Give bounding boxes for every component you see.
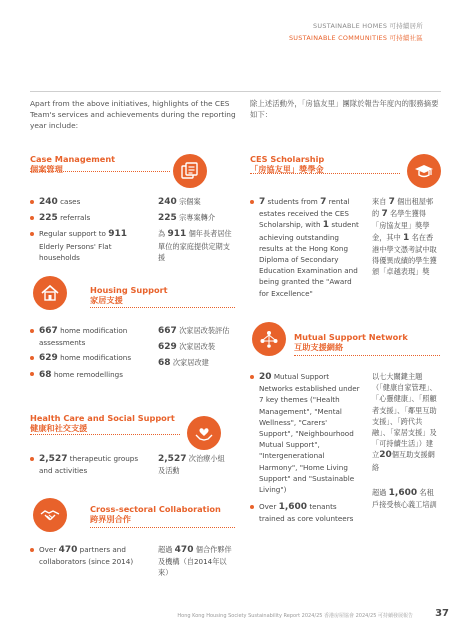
list-item: 667 次家居改裝評估 (158, 326, 230, 336)
section-header-communities: SUSTAINABLE COMMUNITIES 可持續社區 (288, 34, 423, 42)
list-item: 20 Mutual Support Networks established under 7 key themes ("Health Management", "Mental Wellness", "Carers' Support", "Neighbourhood Mutual Support", "Intergenerational Harmony", "Home Living Support" and "Sustainable Living") (250, 371, 360, 495)
list-item: Over 1,600 tenants trained as core volunteers (250, 501, 360, 524)
housing-support-title-en: Housing Support (90, 285, 168, 295)
list-item: 667 home modification assessments (30, 325, 150, 348)
case-management-rule (30, 171, 170, 172)
health-care-list-en (30, 453, 145, 476)
health-care-title-zh: 健康和社交支援 (30, 423, 88, 433)
mutual-support-rule (294, 355, 440, 356)
case-management-list-zh (158, 196, 236, 263)
housing-support-rule (90, 307, 235, 308)
ces-scholarship-list-zh (372, 196, 440, 277)
house-icon (33, 276, 67, 310)
ces-scholarship-rule (250, 173, 400, 174)
list-item: 629 home modifications (30, 352, 150, 364)
list-item: 2,527 次治療小組及活動 (158, 454, 225, 476)
list-item: Over 470 partners and collaborators (since 2014) (30, 544, 145, 567)
footer-text: Hong Kong Housing Society Sustainability Report 2024/25 香港房屋協會 2024/25 可持續發展報告 (177, 613, 413, 619)
housing-support-list-en (30, 325, 150, 381)
list-item: 為 911 個年長者居住單位的家庭提供定期支援 (158, 229, 232, 262)
mutual-support-title-zh: 互助支援網絡 (294, 342, 344, 352)
mutual-support-title-en: Mutual Support Network (294, 332, 408, 342)
housing-support-list-zh (158, 325, 236, 370)
mutual-support-list-en (250, 371, 360, 525)
ces-scholarship-title-zh: 「房協友里」獎學金 (250, 164, 324, 174)
intro-chinese: 除上述活動外，「房協友里」團隊於報告年度內的服務摘要如下： (250, 99, 439, 119)
cross-sectoral-list-zh (158, 544, 236, 579)
intro-english: Apart from the above initiatives, highlights of the CES Team's services and achievements during the reporting year include: (30, 99, 236, 130)
list-item: 68 home remodellings (30, 369, 150, 381)
housing-support-title (90, 285, 168, 306)
health-care-rule (30, 434, 180, 435)
mutual-support-title (294, 332, 408, 353)
case-management-title-zh: 個案管理 (30, 164, 63, 174)
document-folder-icon (173, 154, 207, 188)
health-care-title (30, 413, 175, 434)
list-item: 68 次家居改建 (158, 358, 209, 369)
ces-scholarship-title (250, 154, 324, 175)
handshake-icon (33, 498, 67, 532)
mutual-support-list-zh (372, 371, 440, 510)
network-people-icon (252, 322, 286, 356)
ces-scholarship-title-en: CES Scholarship (250, 154, 325, 164)
health-care-list-zh (158, 453, 228, 476)
list-item: 超過 470 個合作夥伴及機構（自2014年以來） (158, 545, 232, 578)
case-management-list-en (30, 196, 145, 263)
section-header-homes: SUSTAINABLE HOMES 可持續居所 (313, 22, 423, 30)
ces-scholarship-list-en (250, 196, 360, 299)
cross-sectoral-title (90, 504, 221, 525)
divider (30, 91, 441, 92)
health-care-title-en: Health Care and Social Support (30, 413, 175, 423)
cross-sectoral-title-en: Cross-sectoral Collaboration (90, 504, 221, 514)
list-item: 以七大關鍵主題（「健康自家管理」、「心靈健康」、「照顧者支援」、「鄰里互助支援」、「跨代共融」、「家居支援」及「可持續生活」）建立20個互助支援網絡 (372, 372, 437, 472)
list-item: 225 referrals (30, 212, 145, 224)
cross-sectoral-rule (90, 527, 235, 528)
list-item: 240 cases (30, 196, 145, 208)
case-management-title-en: Case Management (30, 154, 116, 164)
page-number: 37 (435, 608, 449, 619)
cross-sectoral-list-en (30, 544, 145, 567)
list-item: 來自 7 個出租屋邨的 7 名學生獲得「房協友里」獎學金，其中 1 名在香港中學文憑考試中取得優異成績的學生獲頒「卓越表現」獎 (372, 197, 437, 277)
cross-sectoral-title-zh: 跨界別合作 (90, 514, 131, 524)
list-item: Regular support to 911 Elderly Persons' Flat households (30, 228, 145, 263)
list-item: 240 宗個案 (158, 197, 201, 207)
list-item: 7 students from 7 rental estates received the CES Scholarship, with 1 student achieving outstanding results at the Hong Kong Diploma of Secondary Education Examination and being granted the "Award for Excellence" (250, 196, 360, 299)
list-item: 2,527 therapeutic groups and activities (30, 453, 145, 476)
list-item: 超過 1,600 名租戶接受核心義工培訓 (372, 487, 437, 510)
housing-support-title-zh: 家居支援 (90, 295, 123, 305)
heart-hands-icon (187, 416, 221, 450)
list-item: 225 宗專案轉介 (158, 213, 216, 224)
list-item: 629 次家居改裝 (158, 342, 216, 353)
graduation-cap-icon (407, 154, 441, 188)
